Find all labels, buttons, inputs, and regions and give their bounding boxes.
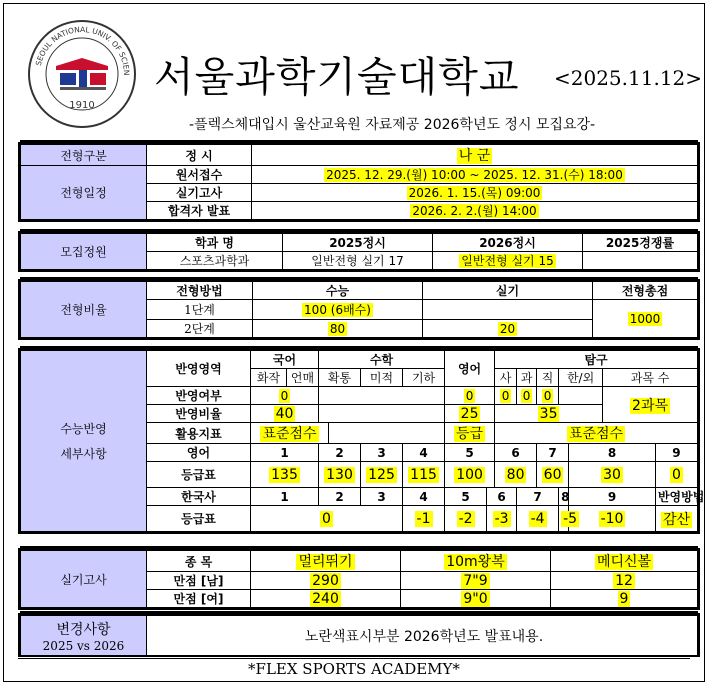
quota-2025: 일반전형 실기 17 <box>283 252 433 270</box>
schedule-section <box>18 142 700 222</box>
schedule-label: 전형일정 <box>21 166 147 220</box>
practical-item: 멀리뛰기 <box>298 554 353 570</box>
grade-number: 6 <box>487 488 517 506</box>
type-label: 전형구분 <box>21 145 147 166</box>
reflect-eng: 0 <box>465 388 474 403</box>
eng-score: 100 <box>456 466 483 483</box>
tamgu-sub: 과 <box>517 369 537 387</box>
male-max: 290 <box>312 572 339 589</box>
grade-number: 2 <box>319 444 361 462</box>
kor-sub: 화작 <box>251 369 287 387</box>
header <box>4 4 704 142</box>
practical-section <box>18 548 700 610</box>
footer-academy: *FLEX SPORTS ACADEMY* <box>4 660 704 678</box>
schedule-row-label: 실기고사 <box>147 184 252 202</box>
eng-header: 영어 <box>445 351 495 387</box>
practical-item: 메디신볼 <box>596 554 652 570</box>
grade-number: 9 <box>569 488 656 506</box>
svg-text:SEOUL NATIONAL UNIV. OF SCIENC: SEOUL NATIONAL UNIV. OF SCIEN <box>33 24 132 76</box>
ratio-header: 전형방법 <box>147 282 253 300</box>
math-sub: 기하 <box>403 369 445 387</box>
index-label: 활용지표 <box>147 423 251 444</box>
quota-2026: 일반전형 실기 15 <box>461 254 554 268</box>
schedule-row-value: 2026. 2. 2.(월) 14:00 <box>412 204 537 218</box>
male-label: 만점 [남] <box>147 572 251 590</box>
quota-section <box>18 231 700 272</box>
reflect-tamgu: 0 <box>501 388 510 403</box>
eng-score: 60 <box>543 466 562 483</box>
stage2-silgi: 20 <box>499 321 516 336</box>
grade-number: 1 <box>251 488 319 506</box>
eng-score: 30 <box>603 466 621 483</box>
schedule-row-value: 2026. 1. 15.(목) 09:00 <box>408 186 541 200</box>
history-score: -3 <box>494 510 509 527</box>
eng-grade-table-label: 등급표 <box>147 462 251 488</box>
stage-label: 1단계 <box>147 300 253 320</box>
female-max: 9"0 <box>463 590 488 607</box>
document-subtitle: -플렉스체대입시 울산교육원 자료제공 2026학년도 정시 모집요강- <box>189 117 596 133</box>
reflect-label: 반영여부 <box>147 387 251 405</box>
tamgu-sub: 한/외 <box>559 369 603 387</box>
ratio-header: 전형총점 <box>593 282 698 300</box>
index-eng: 등급 <box>456 426 484 442</box>
total-score: 1000 <box>629 311 661 326</box>
stage2-suneung: 80 <box>329 321 346 336</box>
grade-number: 2 <box>319 488 361 506</box>
history-score: -5 <box>563 510 578 527</box>
suneung-section <box>18 348 705 534</box>
tamgu-sub: 사 <box>495 369 517 387</box>
eng-score: 130 <box>326 466 353 483</box>
grade-number: 6 <box>495 444 537 462</box>
grade-number: 4 <box>403 488 445 506</box>
schedule-row-label: 합격자 발표 <box>147 202 252 220</box>
ratio-kor: 40 <box>275 405 294 422</box>
competition-2025 <box>583 252 698 270</box>
ratio-row-label: 반영비율 <box>147 405 251 423</box>
eng-score: 125 <box>368 466 395 483</box>
history-method-label: 반영방법 <box>655 488 697 506</box>
practical-item: 10m왕복 <box>446 554 505 570</box>
math-sub: 확통 <box>319 369 361 387</box>
grade-number: 9 <box>655 444 697 462</box>
index-kor: 표준점수 <box>262 426 317 442</box>
reflect-tamgu: 0 <box>522 388 531 403</box>
grade-number: 8 <box>569 444 656 462</box>
stage-label: 2단계 <box>147 320 253 338</box>
female-max: 240 <box>312 590 339 607</box>
history-method: 감산 <box>662 511 690 528</box>
ratio-section <box>18 279 700 340</box>
grade-number: 8 <box>559 488 569 506</box>
history-label: 한국사 <box>147 488 251 506</box>
kor-sub: 언매 <box>287 369 319 387</box>
suneung-label: 수능반영 세부사항 <box>21 351 147 532</box>
history-grade-table-label: 등급표 <box>147 506 251 532</box>
tamgu-sub: 과목 수 <box>603 369 698 387</box>
reflect-kor: 0 <box>280 388 289 403</box>
math-header: 수학 <box>319 351 445 369</box>
area-header: 반영영역 <box>147 351 251 387</box>
stage1-silgi <box>423 300 593 320</box>
male-max: 7"9 <box>463 572 488 589</box>
ratio-eng: 25 <box>460 405 479 422</box>
grade-number: 7 <box>517 488 559 506</box>
reflect-tamgu: 0 <box>543 388 552 403</box>
schedule-row-label: 원서접수 <box>147 166 252 184</box>
eng-score: 0 <box>672 466 681 483</box>
changes-text: 노란색표시부분 2026학년도 발표내용. <box>147 616 698 656</box>
ratio-header: 수능 <box>253 282 423 300</box>
subject-count: 2과목 <box>632 397 669 414</box>
history-score: -2 <box>458 510 473 527</box>
ratio-label: 전형비율 <box>21 282 147 338</box>
page-frame <box>3 3 705 682</box>
schedule-row-value: 2025. 12. 29.(월) 10:00 ~ 2025. 12. 31.(수) 18:00 <box>326 168 623 182</box>
ratio-tamgu: 35 <box>539 405 558 422</box>
grade-number: 3 <box>361 444 403 462</box>
grade-number: 4 <box>403 444 445 462</box>
stage1-suneung: 100 (6배수) <box>304 303 371 317</box>
gun-label: 정 시 <box>147 145 252 166</box>
history-score: -1 <box>416 510 431 527</box>
female-max: 9 <box>619 590 629 607</box>
male-max: 12 <box>615 572 633 589</box>
kor-header: 국어 <box>251 351 319 369</box>
index-tamgu: 표준점수 <box>568 426 624 442</box>
practical-label: 실기고사 <box>21 551 147 608</box>
quota-header: 학과 명 <box>147 234 283 252</box>
department-name: 스포츠과학과 <box>147 252 283 270</box>
eng-score: 80 <box>506 466 525 483</box>
changes-section <box>18 613 700 657</box>
ratio-header: 실기 <box>423 282 593 300</box>
changes-label: 변경사항 2025 vs 2026 <box>21 616 147 656</box>
eng-score: 135 <box>271 466 298 483</box>
grade-number: 3 <box>361 488 403 506</box>
grade-number: 7 <box>537 444 569 462</box>
document-date: <2025.11.12> <box>554 66 703 90</box>
quota-header: 2026정시 <box>433 234 583 252</box>
grade-number: 1 <box>251 444 319 462</box>
university-logo <box>26 18 138 130</box>
gun-value: 나 군 <box>458 148 491 164</box>
history-score: -10 <box>600 510 624 527</box>
grade-number: 5 <box>445 488 487 506</box>
eng-grade-label: 영어 <box>147 444 251 462</box>
quota-header: 2025정시 <box>283 234 433 252</box>
female-label: 만점 [여] <box>147 590 251 608</box>
quota-header: 2025경쟁률 <box>583 234 698 252</box>
tamgu-header: 탐구 <box>495 351 698 369</box>
eng-score: 115 <box>410 466 437 483</box>
item-header: 종 목 <box>147 551 251 572</box>
math-sub: 미적 <box>361 369 403 387</box>
history-score: 0 <box>322 510 331 527</box>
grade-number: 5 <box>445 444 495 462</box>
university-title: 서울과학기술대학교 <box>154 53 520 101</box>
quota-label: 모집정원 <box>21 234 147 270</box>
svg-text:1910: 1910 <box>69 100 95 111</box>
history-score: -4 <box>530 510 545 527</box>
tamgu-sub: 직 <box>537 369 559 387</box>
